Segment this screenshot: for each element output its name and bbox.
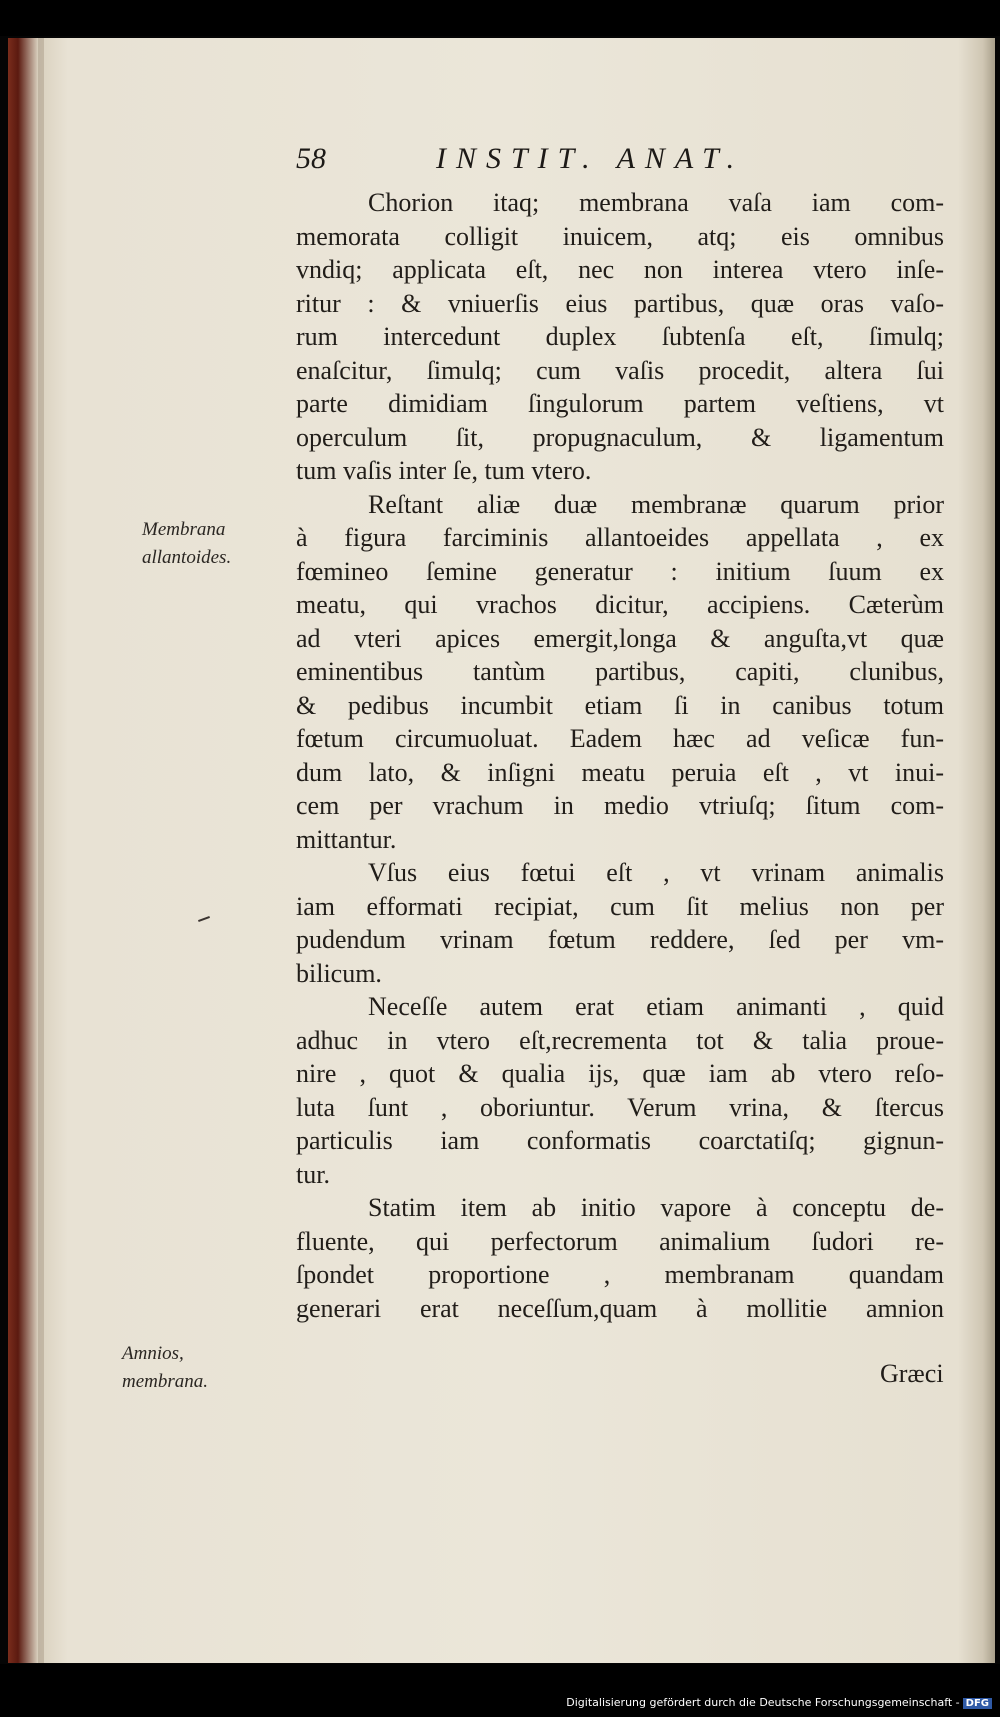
text-line: Vſus eius fœtui eſt , vt vrinam animalis (368, 858, 944, 887)
text-line: cem per vrachum in medio vtriuſq; ſitum com- (296, 791, 944, 820)
text-line: pudendum vrinam fœtum reddere, ſed per vm- (296, 925, 944, 954)
body-text (296, 186, 944, 1325)
text-line: iam efformati recipiat, cum ſit melius non per (296, 891, 944, 921)
marginal-note-allantoides: Membrana allantoides. (142, 519, 232, 568)
text-line: ad vteri apices emergit,longa & anguſta,vt quæ (296, 623, 944, 653)
text-line: tum vaſis inter ſe, tum vtero. (296, 456, 592, 485)
digitization-credit (566, 1696, 992, 1709)
text-line: & pedibus incumbit etiam ſi in canibus totum (296, 690, 944, 720)
bottom-border (0, 1664, 1000, 1717)
running-head: INSTIT. ANAT. (436, 142, 745, 175)
text-line: fœtum circumuoluat. Eadem hæc ad veſicæ fun- (296, 724, 944, 753)
text-line: ritur : & vniuerſis eius partibus, quæ oras vaſo- (296, 288, 944, 318)
text-line: Statim item ab initio vapore à conceptu de- (368, 1193, 944, 1222)
text-line: dum lato, & inſigni meatu peruia eſt , vt inui- (296, 757, 944, 787)
top-border (0, 0, 1000, 36)
text-line: bilicum. (296, 958, 382, 988)
text-line: adhuc in vtero eſt,recrementa tot & talia proue- (296, 1025, 944, 1055)
text-line: operculum ſit, propugnaculum, & ligamentum (296, 422, 944, 452)
text-line: generari erat neceſſum,quam à mollitie amnion (296, 1293, 944, 1323)
page-number: 58 (296, 142, 326, 175)
text-line: vndiq; applicata eſt, nec non interea vtero inſe- (296, 255, 944, 284)
text-line: ſpondet proportione , membranam quandam (296, 1260, 944, 1289)
dfg-logo: DFG (963, 1698, 992, 1709)
text-line: à figura farciminis allantoeides appellata , ex (296, 523, 944, 552)
catchword: Græci (880, 1359, 944, 1388)
text-line: meatu, qui vrachos dicitur, accipiens. Cæterùm (296, 590, 944, 619)
text-line: mittantur. (296, 824, 397, 854)
text-line: fluente, qui perfectorum animalium ſudori re- (296, 1226, 944, 1256)
text-line: memorata colligit inuicem, atq; eis omnibus (296, 221, 944, 251)
text-line: particulis iam conformatis coarctatiſq; gignun- (296, 1126, 944, 1155)
gutter-shadow (38, 38, 44, 1663)
text-line: Neceſſe autem erat etiam animanti , quid (368, 992, 944, 1021)
marginal-note-amnios: Amnios, membrana. (122, 1343, 209, 1392)
text-line: Chorion itaq; membrana vaſa iam com- (368, 188, 944, 217)
text-line: eminentibus tantùm partibus, capiti, clunibus, (296, 657, 944, 686)
text-line: tur. (296, 1159, 330, 1189)
text-line: nire , quot & qualia ijs, quæ iam ab vtero reſo- (296, 1059, 944, 1088)
text-line: Reſtant aliæ duæ membranæ quarum prior (368, 489, 944, 519)
text-line: luta ſunt , oboriuntur. Verum vrina, & ſtercus (296, 1092, 944, 1122)
text-line: enaſcitur, ſimulq; cum vaſis procedit, altera ſui (296, 355, 944, 385)
text-line: parte dimidiam ſingulorum partem veſtiens, vt (296, 389, 944, 418)
credit-text: Digitalisierung gefördert durch die Deutsche Forschungsgemeinschaft - (566, 1696, 960, 1709)
page-header (296, 142, 906, 182)
text-line: fœmineo ſemine generatur : initium ſuum ex (296, 556, 944, 586)
text-line: rum intercedunt duplex ſubtenſa eſt, ſimulq; (296, 322, 944, 351)
